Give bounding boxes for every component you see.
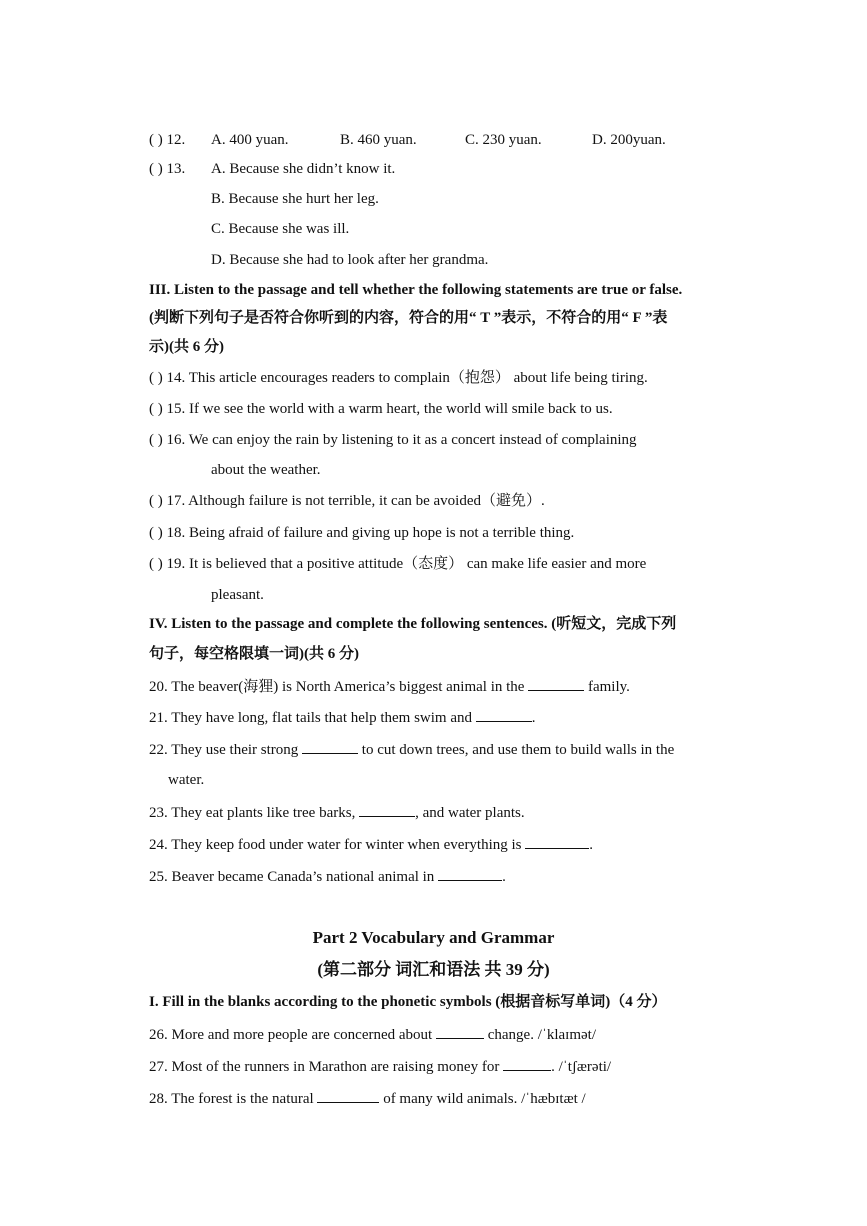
- section-4-instruction: 句子，每空格限填一词)(共 6 分): [149, 646, 359, 662]
- q13-option-b: B. Because she hurt her leg.: [211, 191, 379, 207]
- question-17: ( ) 17. Although failure is not terrible, it can be avoided（避免）.: [149, 493, 545, 509]
- question-21: [149, 707, 536, 728]
- question-26: [149, 1024, 596, 1045]
- q13-option-a: A. Because she didn’t know it.: [211, 161, 396, 177]
- section-1-heading: I. Fill in the blanks according to the phonetic symbols (根据音标写单词)（4 分）: [149, 994, 667, 1010]
- question-19: ( ) 19. It is believed that a positive attitude（态度） can make life easier and more: [149, 556, 647, 572]
- question-25: [149, 866, 506, 887]
- q27-text-before: 27. Most of the runners in Marathon are raising money for: [149, 1059, 504, 1075]
- q22-text-before: 22. They use their strong: [149, 742, 303, 758]
- q23-blank[interactable]: [359, 802, 415, 817]
- q20-text-before: 20. The beaver(海狸) is North America’s biggest animal in the: [149, 679, 529, 695]
- q13-option-c: C. Because she was ill.: [211, 221, 350, 237]
- q27-text-after: . /ˈtʃærəti/: [551, 1059, 612, 1075]
- q22-blank[interactable]: [302, 739, 358, 754]
- q26-blank[interactable]: [436, 1024, 484, 1039]
- q26-text-after: change. /ˈklaɪmət/: [483, 1027, 597, 1043]
- q24-text-before: 24. They keep food under water for winter when everything is: [149, 837, 526, 853]
- section-3-heading: III. Listen to the passage and tell whether the following statements are true or false.: [149, 282, 683, 298]
- question-22-cont: water.: [168, 772, 205, 788]
- q28-text-before: 28. The forest is the natural: [149, 1091, 318, 1107]
- question-22: [149, 739, 674, 760]
- question-20: [149, 676, 630, 697]
- section-3-instruction: (判断下列句子是否符合你听到的内容，符合的用“ T ”表示，不符合的用“ F ”表: [149, 310, 668, 326]
- q27-blank[interactable]: [503, 1056, 551, 1071]
- q20-blank[interactable]: [528, 676, 584, 691]
- q22-text-after: to cut down trees, and use them to build walls in the: [358, 742, 675, 758]
- question-13: [149, 159, 649, 179]
- q24-text-after: .: [589, 837, 594, 853]
- q25-text-after: .: [502, 869, 506, 885]
- section-3-points: 示)(共 6 分): [149, 339, 224, 355]
- q12-option-b: B. 460 yuan.: [340, 132, 417, 148]
- q12-option-d: D. 200yuan.: [592, 132, 666, 148]
- q21-text-before: 21. They have long, flat tails that help them swim and: [149, 710, 476, 726]
- q12-number: ( ) 12.: [149, 132, 186, 148]
- q25-blank[interactable]: [438, 866, 502, 881]
- question-14: ( ) 14. This article encourages readers to complain（抱怨） about life being tiring.: [149, 370, 648, 386]
- q13-option-d: D. Because she had to look after her grandma.: [211, 252, 489, 268]
- q13-number: ( ) 13.: [149, 161, 186, 177]
- question-24: [149, 834, 593, 855]
- q21-blank[interactable]: [476, 707, 532, 722]
- q24-blank[interactable]: [525, 834, 589, 849]
- q25-text-before: 25. Beaver became Canada’s national animal in: [149, 869, 439, 885]
- question-28: [149, 1088, 586, 1109]
- q20-text-after: family.: [584, 679, 630, 695]
- q28-blank[interactable]: [317, 1088, 379, 1103]
- part-2-subtitle: (第二部分 词汇和语法 共 39 分): [317, 960, 550, 979]
- q28-text-after: of many wild animals. /ˈhæbɪtæt /: [379, 1091, 586, 1107]
- question-18: ( ) 18. Being afraid of failure and giving up hope is not a terrible thing.: [149, 525, 575, 541]
- q12-option-a: A. 400 yuan.: [211, 132, 289, 148]
- part-2-title: Part 2 Vocabulary and Grammar: [312, 928, 555, 947]
- question-27: [149, 1056, 611, 1077]
- q23-text-after: , and water plants.: [415, 805, 525, 821]
- question-16-cont: about the weather.: [211, 462, 321, 478]
- q12-option-c: C. 230 yuan.: [465, 132, 542, 148]
- q23-text-before: 23. They eat plants like tree barks,: [149, 805, 360, 821]
- question-12: [149, 130, 709, 150]
- question-15: ( ) 15. If we see the world with a warm heart, the world will smile back to us.: [149, 401, 613, 417]
- question-23: [149, 802, 525, 823]
- q21-text-after: .: [531, 710, 536, 726]
- question-16: ( ) 16. We can enjoy the rain by listening to it as a concert instead of complaining: [149, 432, 637, 448]
- q26-text-before: 26. More and more people are concerned about: [149, 1027, 436, 1043]
- question-19-cont: pleasant.: [211, 587, 264, 603]
- section-4-heading: IV. Listen to the passage and complete the following sentences. (听短文，完成下列: [149, 616, 677, 632]
